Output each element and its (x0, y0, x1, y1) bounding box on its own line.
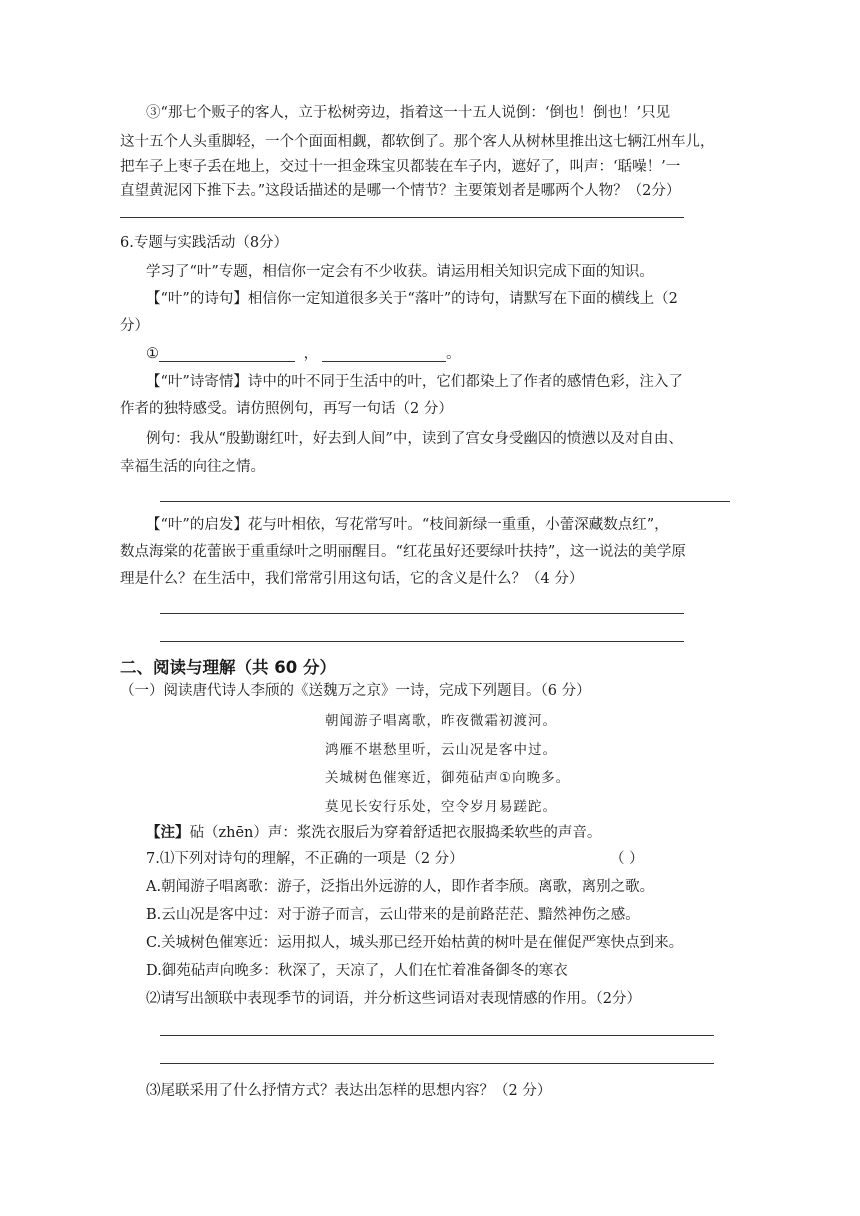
q6-part2-text-1: 诗中的叶不同于生活中的叶，它们都染上了作者的感情色彩，注入了 (247, 374, 683, 390)
q6-part1-line-1 (146, 285, 678, 314)
section2-part1-intro: （一）阅读唐代诗人李颀的《送魏万之京》一诗，完成下列题目。（6 分） (120, 683, 591, 699)
q6-part3-line-3: 理是什么？在生活中，我们常常引用这句话，它的含义是什么？（4 分） (120, 571, 584, 587)
q5-answer-line[interactable] (120, 217, 684, 218)
circle-number-1: ① (146, 346, 159, 362)
poem-line-2: 鸿雁不堪愁里听，云山况是客中过。 (325, 742, 557, 758)
q7-answer-bracket[interactable]: （ ） (610, 851, 644, 867)
blank-end: 。 (446, 346, 461, 362)
section-heading: 二、阅读与理解（共 60 分） (120, 658, 336, 677)
q7-sub2: ⑵请写出颔联中表现季节的词语，并分析这些词语对表现情感的作用。（2分） (146, 991, 641, 1007)
poem-line-4: 莫见长安行乐处，空令岁月易蹉跎。 (325, 799, 557, 815)
q5-passage-line-4: 直望黄泥冈下推下去。”这段话描述的是哪一个情节？主要策划者是哪两个人物？（2分） (120, 183, 681, 199)
q5-passage-line-3: 把车子上枣子丢在地上，交过十一担金珠宝贝都装在车子内，遮好了，叫声：‘聒噪！’一 (120, 159, 681, 175)
poem-note-label: 【注】 (146, 824, 190, 841)
q6-part1-text-1: 相信你一定知道很多关于“落叶”的诗句，请默写在下面的横线上（2 (247, 291, 678, 307)
q7-option-b: B.云山况是客中过：对于游子而言，云山带来的是前路茫茫、黯然神伤之感。 (146, 907, 640, 923)
poem-note (146, 818, 601, 848)
q6-example-line-2: 幸福生活的向往之情。 (120, 459, 265, 475)
q7-option-a: A.朝闻游子唱离歌：游子，泛指出外远游的人，即作者李颀。离歌，离别之歌。 (146, 879, 655, 895)
q7-option-d: D.御苑砧声向晚多：秋深了，天凉了，人们在忙着准备御冬的寒衣 (146, 963, 568, 979)
q6-part1-label: 【“叶”的诗句】 (146, 291, 248, 307)
poem-line-1: 朝闻游子唱离歌，昨夜微霜初渡河。 (325, 713, 557, 729)
q6-part2-line-2: 作者的独特感受。请仿照例句，再写一句话（2 分） (120, 401, 453, 417)
q6-title: 6.专题与实践活动（8分） (120, 235, 289, 251)
q6-part2-label: 【“叶”诗寄情】 (146, 374, 248, 390)
q5-passage-line-2: 这十五个人头重脚轻，一个个面面相觑，都软倒了。那个客人从树林里推出这七辆江州车儿， (120, 134, 715, 150)
q6-part1-line-2: 分） (120, 318, 149, 334)
q5-passage-line-1: ③“那七个贩子的客人，立于松树旁边，指着这一十五人说倒：‘倒也！倒也！’只见 (146, 105, 671, 121)
fill-blank-2[interactable] (322, 345, 446, 362)
q6-part2-line-1 (146, 368, 683, 397)
q7-option-c: C.关城树色催寒近：运用拟人，城头那已经开始枯黄的树叶是在催促严寒快点到来。 (146, 935, 684, 951)
q7-sub3: ⑶尾联采用了什么抒情方式？表达出怎样的思想内容？（2 分） (146, 1083, 552, 1099)
q6-part3-text-1: 花与叶相依，写花常写叶。“枝间新绿一重重，小蕾深藏数点红”， (247, 517, 669, 533)
q6-part3-line-2: 数点海棠的花蕾嵌于重重绿叶之明丽醒目。“红花虽好还要绿叶扶持”，这一说法的美学原 (120, 544, 686, 560)
poem-note-text: 砧（zhēn）声：浆洗衣服后为穿着舒适把衣服捣柔软些的声音。 (189, 825, 602, 841)
q6-part3-label: 【“叶”的启发】 (146, 517, 248, 533)
q6-intro: 学习了“叶”专题，相信你一定会有不少收获。请运用相关知识完成下面的知识。 (146, 264, 654, 280)
poem-line-3: 关城树色催寒近，御苑砧声①向晚多。 (325, 770, 571, 786)
q6-example-line-1: 例句：我从“殷勤谢红叶，好去到人间”中，读到了宫女身受幽囚的愤懑以及对自由、 (146, 431, 683, 447)
q7-sub2-answer-line-2[interactable] (160, 1063, 714, 1064)
q7-sub1: 7.⑴下列对诗句的理解，不正确的一项是（2 分） (146, 851, 464, 867)
fill-blank-1[interactable] (159, 345, 295, 362)
q6-part3-line-1 (146, 511, 669, 540)
q7-sub2-answer-line-1[interactable] (160, 1035, 714, 1036)
blank-separator: ， (303, 346, 319, 362)
q6-part2-answer-line[interactable] (160, 501, 730, 502)
q6-part3-answer-line-2[interactable] (160, 641, 684, 642)
q6-part3-answer-line-1[interactable] (160, 613, 684, 614)
q6-fill-blank-row (146, 340, 461, 369)
